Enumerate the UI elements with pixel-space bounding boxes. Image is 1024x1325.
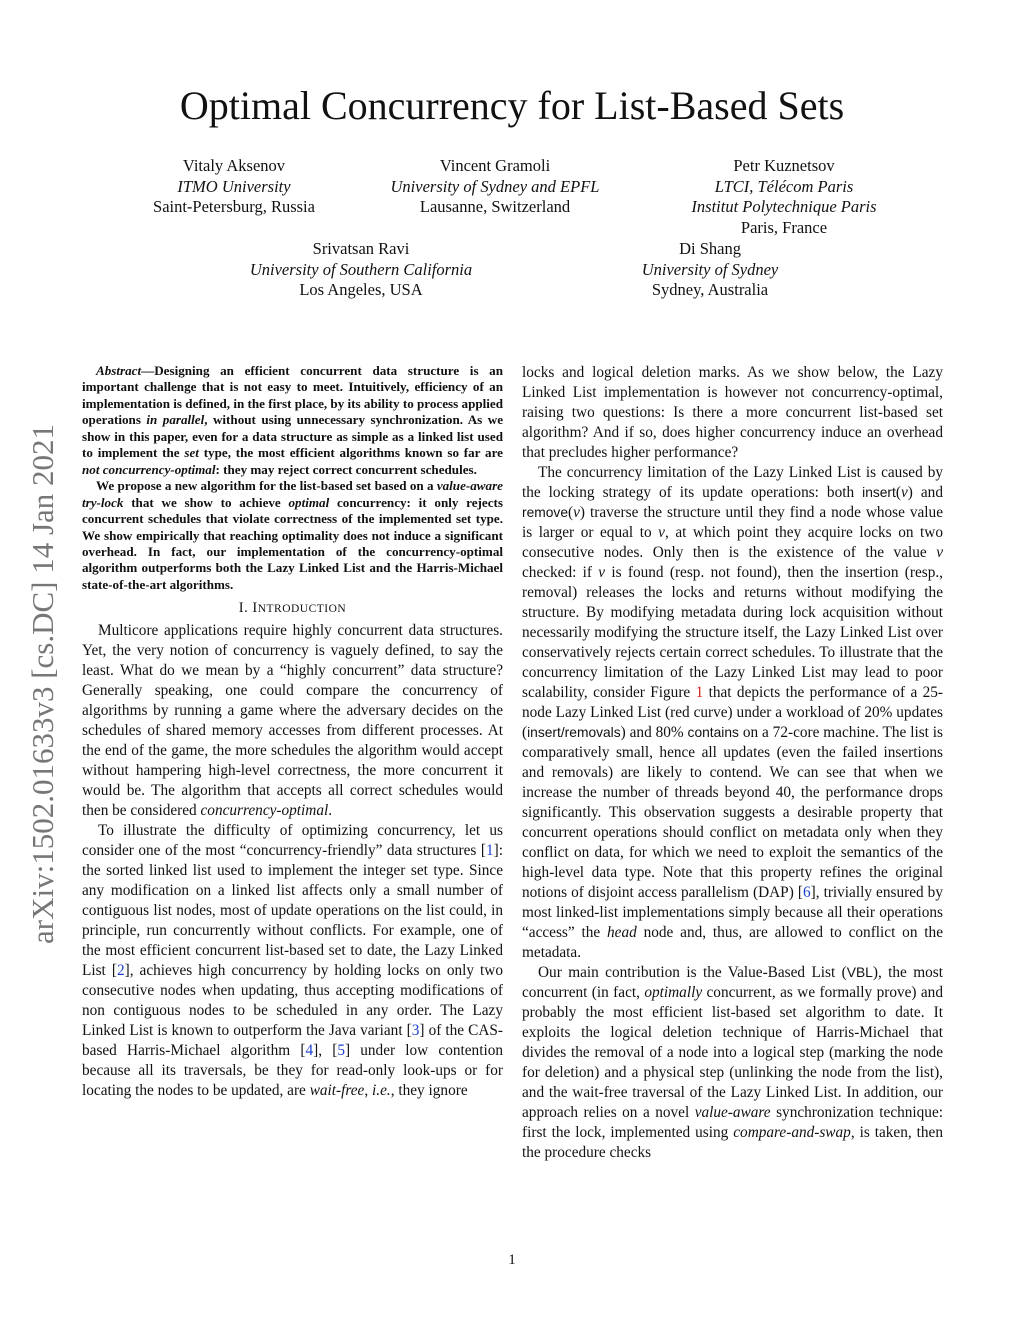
body-paragraph — [522, 963, 943, 1163]
text: We propose a new algorithm for the list-based set based on a — [96, 478, 437, 494]
author-affiliation: University of Sydney and EPFL — [390, 176, 600, 196]
figure-link[interactable]: 1 — [695, 684, 704, 701]
text: node and, thus, are allowed to conflict on the metadata. — [522, 924, 943, 961]
text: concurrent, as we formally prove) and probably the most efficient list-based set algorithm to date. It exploits the logical deletion technique of Harris-Michael that divides the removal of a node into a logical step (marking the node for deletion) and a physical step (unlinking the node from the list), and the wait-free traversal of the Lazy Linked List. In addition, our approach relies on a novel — [522, 984, 943, 1121]
math-var: v — [598, 564, 606, 581]
code-op: VBL — [846, 965, 873, 980]
author-location: Saint-Petersburg, Russia — [153, 197, 315, 216]
author-affiliation: Institut Polytechnique Paris — [691, 197, 877, 216]
author-affiliation: ITMO University — [177, 176, 291, 196]
author-block — [230, 239, 492, 301]
math-var: v — [573, 504, 580, 521]
author-block — [365, 156, 625, 218]
text: , they ignore — [390, 1082, 468, 1100]
text: The concurrency limitation of the Lazy Linked List is caused by the locking strategy of its update operations: both — [522, 464, 943, 501]
text: Multicore applications require highly concurrent data structures. Yet, the very notion of concurrency is vaguely defined, to say the least. What do we mean by a “highly concurrent” data structure? Generally speaking, one could compare the concurrency of algorithms by running a game where the adversary decides on the schedules of shared memory accesses from different processes. At the end of the game, the more schedules the algorithm would accept without hampering high-level correctness, the more concurrent it would be. The algorithm that accepts all correct schedules would then be considered — [82, 622, 503, 820]
text: type, the most efficient algorithms known so far are — [198, 445, 503, 461]
section-heading — [82, 598, 503, 619]
citation-link[interactable]: 2 — [116, 962, 125, 980]
author-name: Di Shang — [679, 239, 741, 258]
author-location: Sydney, Australia — [651, 280, 769, 299]
text: value-aware try-lock — [82, 478, 503, 510]
text: optimal — [288, 494, 330, 510]
text: Our main contribution is the Value-Based List ( — [538, 964, 847, 981]
citation-link[interactable]: 6 — [802, 884, 811, 901]
citation-link[interactable]: 4 — [305, 1042, 314, 1060]
author-name: Vincent Gramoli — [439, 156, 551, 175]
text: . — [328, 802, 333, 820]
text: is found (resp. not found), then the insertion (resp., removal) releases the locks and returns without modifying the structure. By modifying metadata during lock acquisition without necessarily modifying the structure itself, the Lazy Linked List over conservatively rejects certain correct schedules. To illustrate that the concurrency limitation of the Lazy Linked List may lead to poor scalability, consider Figure — [522, 564, 943, 701]
page-number: 1 — [508, 1252, 516, 1268]
text: on a 72-core machine. The list is comparatively small, hence all updates (even the failed insertions and removals) are likely to contend. We can see that when we increase the number of threads beyond 40, the performance drops significantly. This observation suggests a desirable property that concurrent operations should conflict on metadata only when they conflict on data, for which we need to exploit the semantics of the high-level data type. Note that this property refines the original notions of disjoint access parallelism (DAP) [ — [522, 724, 943, 901]
text: i.e. — [372, 1082, 391, 1100]
text: : they may reject correct concurrent schedules. — [215, 461, 477, 477]
left-column — [82, 363, 503, 1101]
text: ], trivially ensured by most linked-list implementations simply because all their operations “access” the — [522, 884, 943, 941]
body-paragraph: The concurrency limitation of the Lazy Linked List is caused by the locking strategy of its update operations: both insert(v) and remove(v) traverse the structure until they find a node whose value is larger or equal to v, at which point they acquire locks on two consecutive nodes. Only then is the existence of the value v checked: if v is found (resp. not found), then the insertion (resp., removal) releases the locks and returns without modifying the structure. By modifying metadata during lock acquisition without necessarily modifying the structure itself, the Lazy Linked List over conservatively rejects certain correct schedules. To illustrate that the concurrency limitation of the Lazy Linked List may lead to poor scalability, consider Figure 1 that depicts the performance of a 25-node Lazy Linked List (red curve) under a workload of 20% updates (insert/removals) and 80% contains on a 72-core machine. The list is comparatively small, hence all updates (even the failed insertions and removals) are likely to contend. We can see that when we increase the number of threads beyond 40, the performance drops significantly. This observation suggests a desirable property that concurrent operations should conflict on metadata only when they conflict on data, for which we need to exploit the semantics of the high-level data type. Note that this property refines the original notions of disjoint access parallelism (DAP) [6], trivially ensured by most linked-list implementations simply because all their operations “access” the head node and, thus, are allowed to conflict on the metadata. — [522, 464, 943, 961]
author-location: Los Angeles, USA — [299, 280, 423, 299]
text: compare-and-swap — [733, 1124, 851, 1141]
text: that we show to achieve — [123, 494, 289, 510]
arxiv-identifier: arXiv:1502.01633v3 [cs.DC] 14 Jan 2021 — [25, 423, 60, 944]
text: ] under low contention because all its traversals, be they for read-only look-ups or for locating the nodes to be updated, are — [82, 1042, 503, 1100]
code-op: insert — [862, 485, 896, 500]
text: value-aware — [694, 1104, 771, 1121]
text: ) and 80% — [620, 724, 688, 741]
body-paragraph: locks and logical deletion marks. As we show below, the Lazy Linked List implementation is however not concurrency-optimal, raising two questions: Is there a more concurrent list-based set algorithm? And if so, does higher concurrency induce an overhead that precludes higher performance? — [522, 364, 943, 461]
author-block — [656, 156, 912, 238]
author-location: Lausanne, Switzerland — [419, 197, 571, 216]
code-op: insert/removals — [527, 725, 621, 740]
author-affiliation: University of Sydney — [641, 259, 779, 279]
math-var: v — [658, 524, 665, 541]
text: optimally — [644, 984, 703, 1001]
paper-title: Optimal Concurrency for List-Based Sets — [179, 83, 845, 128]
author-name: Petr Kuznetsov — [733, 156, 835, 175]
author-block — [134, 156, 334, 218]
text: ), the most concurrent (in fact, — [522, 964, 943, 1001]
text: , without using unnecessary synchronization. As we show in this paper, even for a data structure as simple as a linked list used to implement the — [82, 412, 504, 461]
text: wait-free — [309, 1082, 365, 1100]
author-affiliation: LTCI, Télécom Paris — [714, 176, 854, 196]
text: concurrency: it only rejects concurrent schedules that violate correctness of the implemented set type. We show empirically that reaching optimality does not induce a significant overhead. In fact, our implementation of the concurrency-optimal algorithm outperforms both the Lazy Linked List and the Harris-Michael state-of-the-art algorithms. — [82, 494, 503, 592]
author-affiliation: University of Southern California — [249, 259, 473, 279]
section-title-rest: NTRODUCTION — [257, 603, 347, 616]
text: checked: if — [522, 564, 599, 581]
abstract-paragraph — [82, 363, 503, 478]
code-op: remove — [522, 505, 569, 520]
right-column — [522, 363, 943, 1163]
author-name: Srivatsan Ravi — [312, 239, 410, 258]
math-var: v — [936, 544, 943, 561]
text: ], [ — [313, 1042, 338, 1060]
text: ], achieves high concurrency by holding locks on only two consecutive nodes when updating, thus accepting modifications of non contiguous nodes to be scheduled in any order. The Lazy Linked List is known to outperform the Java variant [ — [82, 962, 504, 1040]
text: head — [607, 924, 637, 941]
citation-link[interactable]: 3 — [411, 1022, 420, 1040]
section-numeral: I. — [238, 600, 253, 617]
body-paragraph — [82, 621, 503, 821]
code-op: contains — [687, 725, 739, 740]
author-block — [600, 239, 820, 301]
text: , at which point they acquire locks on two consecutive nodes. Only then is the existence of the value — [522, 524, 943, 561]
text: traverse the structure until they find a node whose value is larger or equal to — [522, 504, 943, 541]
author-name: Vitaly Aksenov — [182, 156, 286, 175]
section-title-initial: I — [252, 600, 258, 617]
abstract-label: Abstract — [96, 363, 142, 378]
text: and — [912, 484, 943, 501]
citation-link[interactable]: 1 — [485, 842, 494, 860]
text: ] of the CAS-based Harris-Michael algorithm [ — [82, 1022, 503, 1060]
text: in parallel — [146, 412, 205, 428]
text: that depicts the performance of a 25-node Lazy Linked List (red curve) under a workload of 20% updates ( — [522, 684, 943, 741]
text: , is taken, then the procedure checks — [522, 1124, 943, 1161]
text: concurrency-optimal — [200, 802, 329, 820]
text: —Designing an efficient concurrent data structure is an important challenge that is not easy to meet. Intuitively, efficiency of an implementation is defined, in the first place, by its ability to process applied operations — [82, 363, 503, 428]
abstract-paragraph — [82, 478, 503, 593]
body-paragraph — [82, 821, 503, 1101]
text: To illustrate the difficulty of optimizing concurrency, let us consider one of the most “concurrency-friendly” data structures [ — [82, 822, 503, 860]
text: set — [184, 445, 199, 461]
text: , — [364, 1082, 373, 1100]
text: ]: the sorted linked list used to implement the integer set type. Since any modification on a linked list affects only a small number of contiguous list nodes, most of update operations on the list could, in principle, run concurrently without conflicts. For example, one of the most efficient concurrent list-based set to date, the Lazy Linked List [ — [82, 842, 503, 980]
author-location: Paris, France — [740, 217, 828, 237]
math-var: v — [900, 484, 908, 501]
text: not concurrency-optimal — [82, 461, 216, 477]
text: synchronization technique: first the lock, implemented using — [522, 1104, 944, 1141]
citation-link[interactable]: 5 — [337, 1042, 345, 1060]
